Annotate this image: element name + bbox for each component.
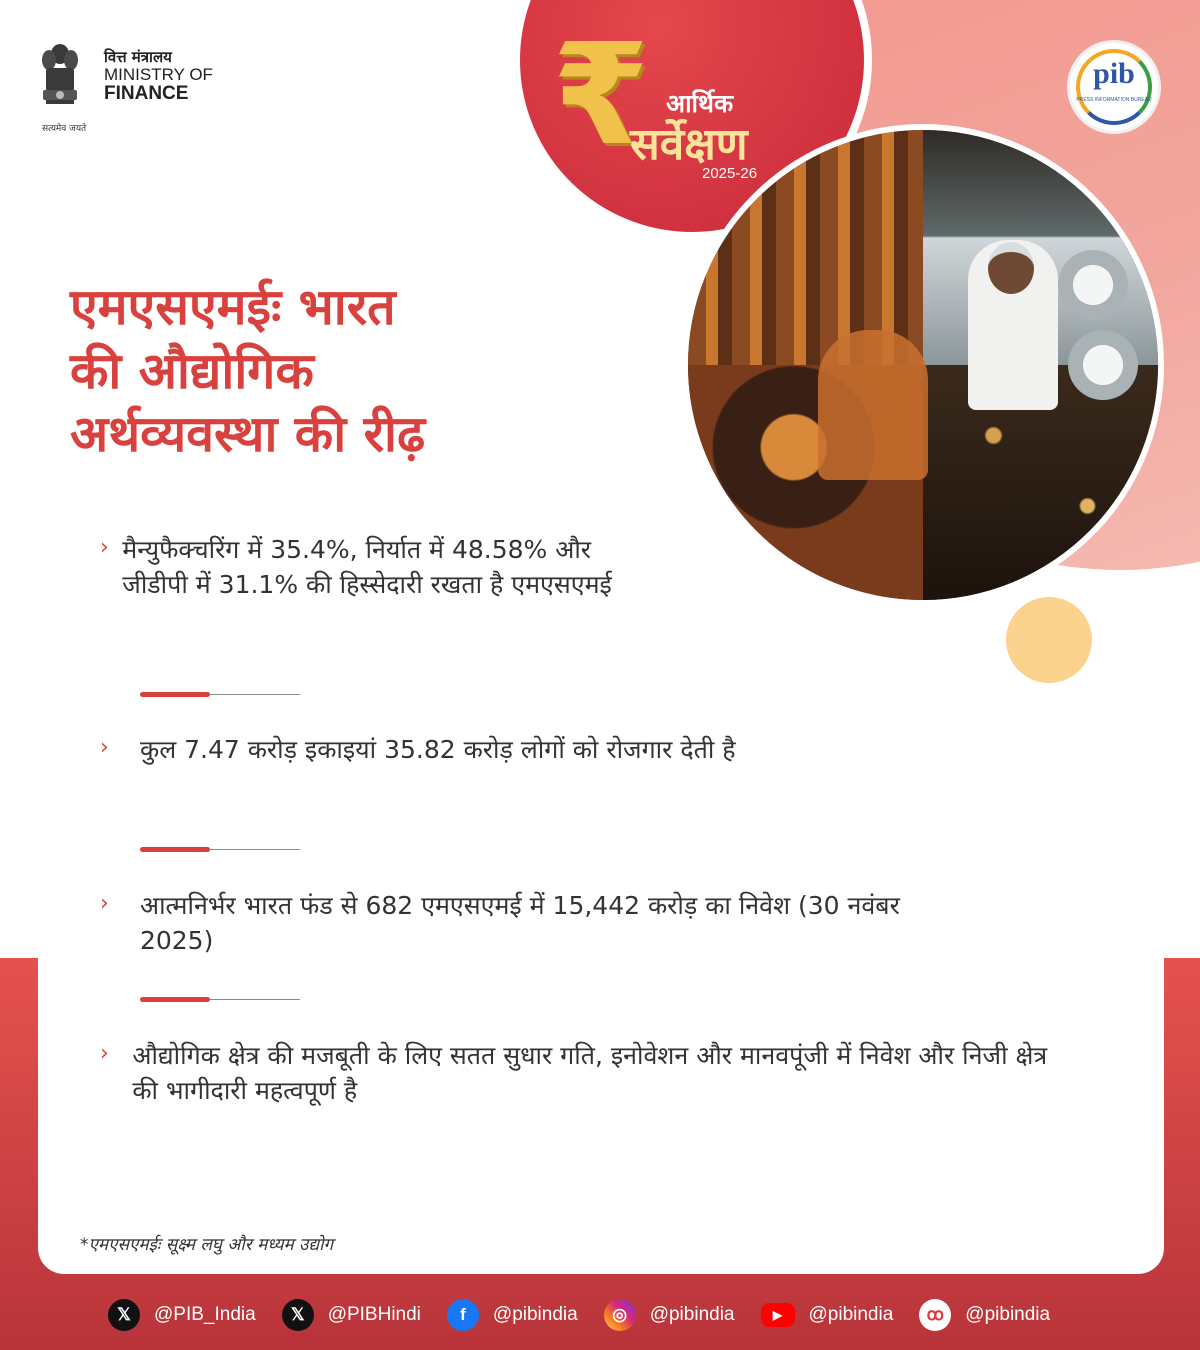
- bullet-item: [100, 888, 980, 958]
- rupee-symbol: ₹: [552, 14, 650, 177]
- title-line-1: एमएसएमईः भारत: [70, 278, 396, 336]
- msme-photo-collage: [682, 124, 1164, 606]
- social-youtube[interactable]: [761, 1303, 894, 1327]
- social-handle[interactable]: @pibindia: [808, 1304, 894, 1325]
- survey-label-big: सर्वेक्षण: [630, 119, 748, 170]
- x-icon: 𝕏: [108, 1299, 140, 1331]
- pib-logo-text: pib: [1093, 57, 1135, 90]
- social-facebook[interactable]: [447, 1299, 578, 1331]
- bullet-text: आत्मनिर्भर भारत फंड से 682 एमएसएमई में 15,442 करोड़ का निवेश (30 नवंबर 2025): [139, 891, 900, 955]
- social-x-pib-india[interactable]: [108, 1299, 256, 1331]
- ministry-hindi: वित्त मंत्रालय: [104, 48, 172, 66]
- bullet-item: [100, 732, 1000, 767]
- social-koo[interactable]: [919, 1299, 1050, 1331]
- chevron-right-icon: ›: [100, 735, 109, 760]
- machine-pipe: [1068, 330, 1138, 400]
- ashoka-emblem-icon: [40, 40, 80, 116]
- facebook-icon: f: [447, 1299, 479, 1331]
- bullet-item: [100, 532, 660, 602]
- title-line-2: की औद्योगिक: [70, 341, 314, 400]
- bullet-text: मैन्युफैक्चरिंग में 35.4%, निर्यात में 48.58% और जीडीपी में 31.1% की हिस्सेदारी रखता है एमएसएमई: [122, 535, 612, 599]
- social-handles: [108, 1298, 1076, 1332]
- social-handle[interactable]: @pibindia: [649, 1304, 735, 1325]
- survey-label-small: आर्थिक: [666, 89, 734, 118]
- chevron-right-icon: ›: [100, 891, 109, 916]
- chevron-right-icon: ›: [100, 535, 109, 560]
- pib-logo-subtext: PRESS INFORMATION BUREAU: [1076, 97, 1152, 103]
- bullet-item: [100, 1038, 1060, 1108]
- koo-icon: ꝏ: [919, 1299, 951, 1331]
- yellow-decor-dot: [1006, 597, 1092, 683]
- ministry-line2: FINANCE: [104, 82, 189, 104]
- social-x-pib-hindi[interactable]: [282, 1299, 421, 1331]
- instagram-icon: ◎: [604, 1299, 636, 1331]
- ministry-line1: MINISTRY OF: [104, 64, 213, 84]
- social-handle[interactable]: @pibindia: [965, 1304, 1051, 1325]
- page-title: [70, 276, 630, 467]
- social-handle[interactable]: @PIB_India: [154, 1304, 256, 1325]
- bullet-divider: [140, 849, 300, 850]
- artisan-figure: [818, 330, 928, 480]
- emblem-motto: सत्यमेव जयते: [42, 124, 87, 134]
- chevron-right-icon: ›: [100, 1041, 109, 1066]
- youtube-icon: ▶: [761, 1303, 795, 1327]
- title-line-3: अर्थव्यवस्था की रीढ़: [70, 405, 426, 463]
- pib-logo: [1067, 40, 1161, 134]
- survey-year: 2025-26: [702, 165, 758, 182]
- bullet-text: कुल 7.47 करोड़ इकाइयां 35.82 करोड़ लोगों को रोजगार देती है: [140, 735, 736, 764]
- footnote: *एमएसएमईः सूक्ष्म लघु और मध्यम उद्योग: [80, 1235, 334, 1255]
- social-handle[interactable]: @PIBHindi: [327, 1304, 421, 1325]
- machine-pipe: [1058, 250, 1128, 320]
- factory-worker-head: [988, 242, 1034, 294]
- bullet-text: औद्योगिक क्षेत्र की मजबूती के लिए सतत सुधार गति, इनोवेशन और मानवपूंजी में निवेश और निजी क्षेत्र की भागीदारी महत्वपूर्ण है: [132, 1041, 1048, 1105]
- social-handle[interactable]: @pibindia: [492, 1304, 578, 1325]
- x-icon: 𝕏: [282, 1299, 314, 1331]
- ministry-name: [104, 50, 213, 104]
- social-instagram[interactable]: [604, 1299, 735, 1331]
- bullet-divider: [140, 999, 300, 1000]
- bullet-divider: [140, 694, 300, 695]
